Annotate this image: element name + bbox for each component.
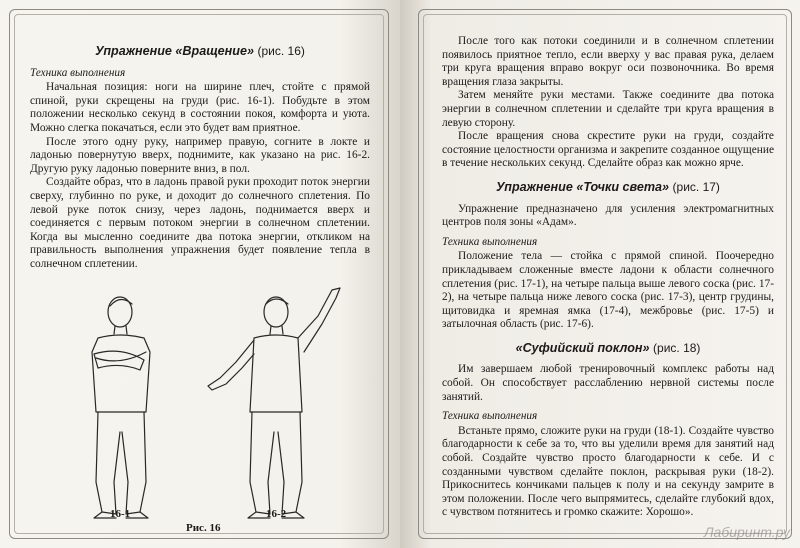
figure-label-16-1: 16-1 — [110, 508, 131, 520]
paragraph: Затем меняйте руки местами. Также соедините два потока энергии в солнечном сплетении и сделайте три круга вращения в левую сторону. — [442, 89, 774, 129]
technique-label: Техника выполнения — [442, 235, 538, 248]
paragraph: После вращения снова скрестите руки на груди, создайте состояние целостности организма и закрепите созданное ощущение в течение нескольких секунд. Сделайте образ как можно ярче. — [442, 130, 774, 170]
figure-illustration — [40, 282, 360, 532]
section-title-text: «Суфийский поклон» — [515, 340, 650, 355]
figure-caption: Рис. 16 — [186, 522, 221, 534]
paragraph: Им завершаем любой тренировочный комплекс работы над собой. Он способствует расслаблению нервной системы после занятий. — [442, 363, 774, 403]
paragraph: Встаньте прямо, сложите руки на груди (18-1). Создайте чувство благодарности к себе за то, что вы уделили время для занятий над собой. Создайте чувство просто благодарности к себе. И с созданными чувством сделайте поклон, раскрывая руки (18-2). Прикоснитесь кончиками пальцев к полу и на секунду замрите в этом положении. После чего выпрямитесь, сделайте глубокий вдох, с чувством потянитесь и громко скажите: Хорошо». — [442, 424, 774, 519]
right-page — [400, 0, 800, 548]
watermark: Лабиринт.ру — [703, 524, 790, 540]
paragraph: После того как потоки соединили и в солнечном сплетении появилось приятное тепло, если вверху у вас правая рука, делаем три круга вращения вправо вокруг оси позвоночника. Во время вращения глаза закрыты. — [442, 35, 774, 88]
left-page-text — [30, 45, 370, 272]
technique-label: Техника выполнения — [442, 410, 538, 423]
paragraph: Начальная позиция: ноги на ширине плеч, стойте с прямой спиной, руки скрещены на груди (рис. 16-1). Побудьте в этом положении несколько секунд в состоянии покоя, комфорта и уюта. Можно слегка покачаться, если это будет вам приятное. — [30, 81, 370, 134]
figure-16-2-person — [208, 288, 340, 518]
exercise-title — [30, 45, 370, 59]
section-figure-ref: (рис. 18) — [653, 340, 701, 355]
paragraph: Создайте образ, что в ладонь правой руки проходит поток энергии сверху, глубинно по руке, и доходит до солнечного сплетения. По левой руке поток снизу, через ладонь, поднимается вверх и соединяется с первым потоком энергии в солнечном сплетении. Когда вы мысленно соедините два потока энергии, откликом на правильность выполнения упражнения будет появление тепла в солнечном сплетении. — [30, 176, 370, 270]
section-title-text: Упражнение «Точки света» — [496, 179, 670, 194]
section-title — [442, 342, 774, 356]
exercise-title-text: Упражнение «Вращение» — [95, 44, 254, 58]
figure-16-1-person — [92, 297, 150, 518]
paragraph: После этого одну руку, например правую, согните в локте и ладонью повернутую вверх, поднимите, как указано на рис. 16-2. Другую руку ладонью поверните вниз, в пол. — [30, 135, 370, 175]
exercise-figure-ref: (рис. 16) — [257, 44, 305, 58]
technique-label: Техника выполнения — [30, 66, 126, 79]
paragraph: Упражнение предназначено для усиления электромагнитных центров поля зоны «Адам». — [442, 202, 774, 229]
section-title — [442, 181, 774, 195]
figure-16 — [40, 282, 360, 532]
paragraph: Положение тела — стойка с прямой спиной. Поочередно прикладываем сложенные вместе ладони к области солнечного сплетения (рис. 17-1), на четыре пальца выше левого соска (рис. 17-2), на четыре пальца ниже левого соска (рис. 17-3), центр грудины, щитовидка и яремная ямка (17-4), межбровье (рис. 17-5) и затылочная область (рис. 17-6). — [442, 250, 774, 331]
figure-label-16-2: 16-2 — [266, 508, 287, 520]
right-page-text — [442, 35, 774, 520]
section-figure-ref: (рис. 17) — [672, 179, 720, 194]
